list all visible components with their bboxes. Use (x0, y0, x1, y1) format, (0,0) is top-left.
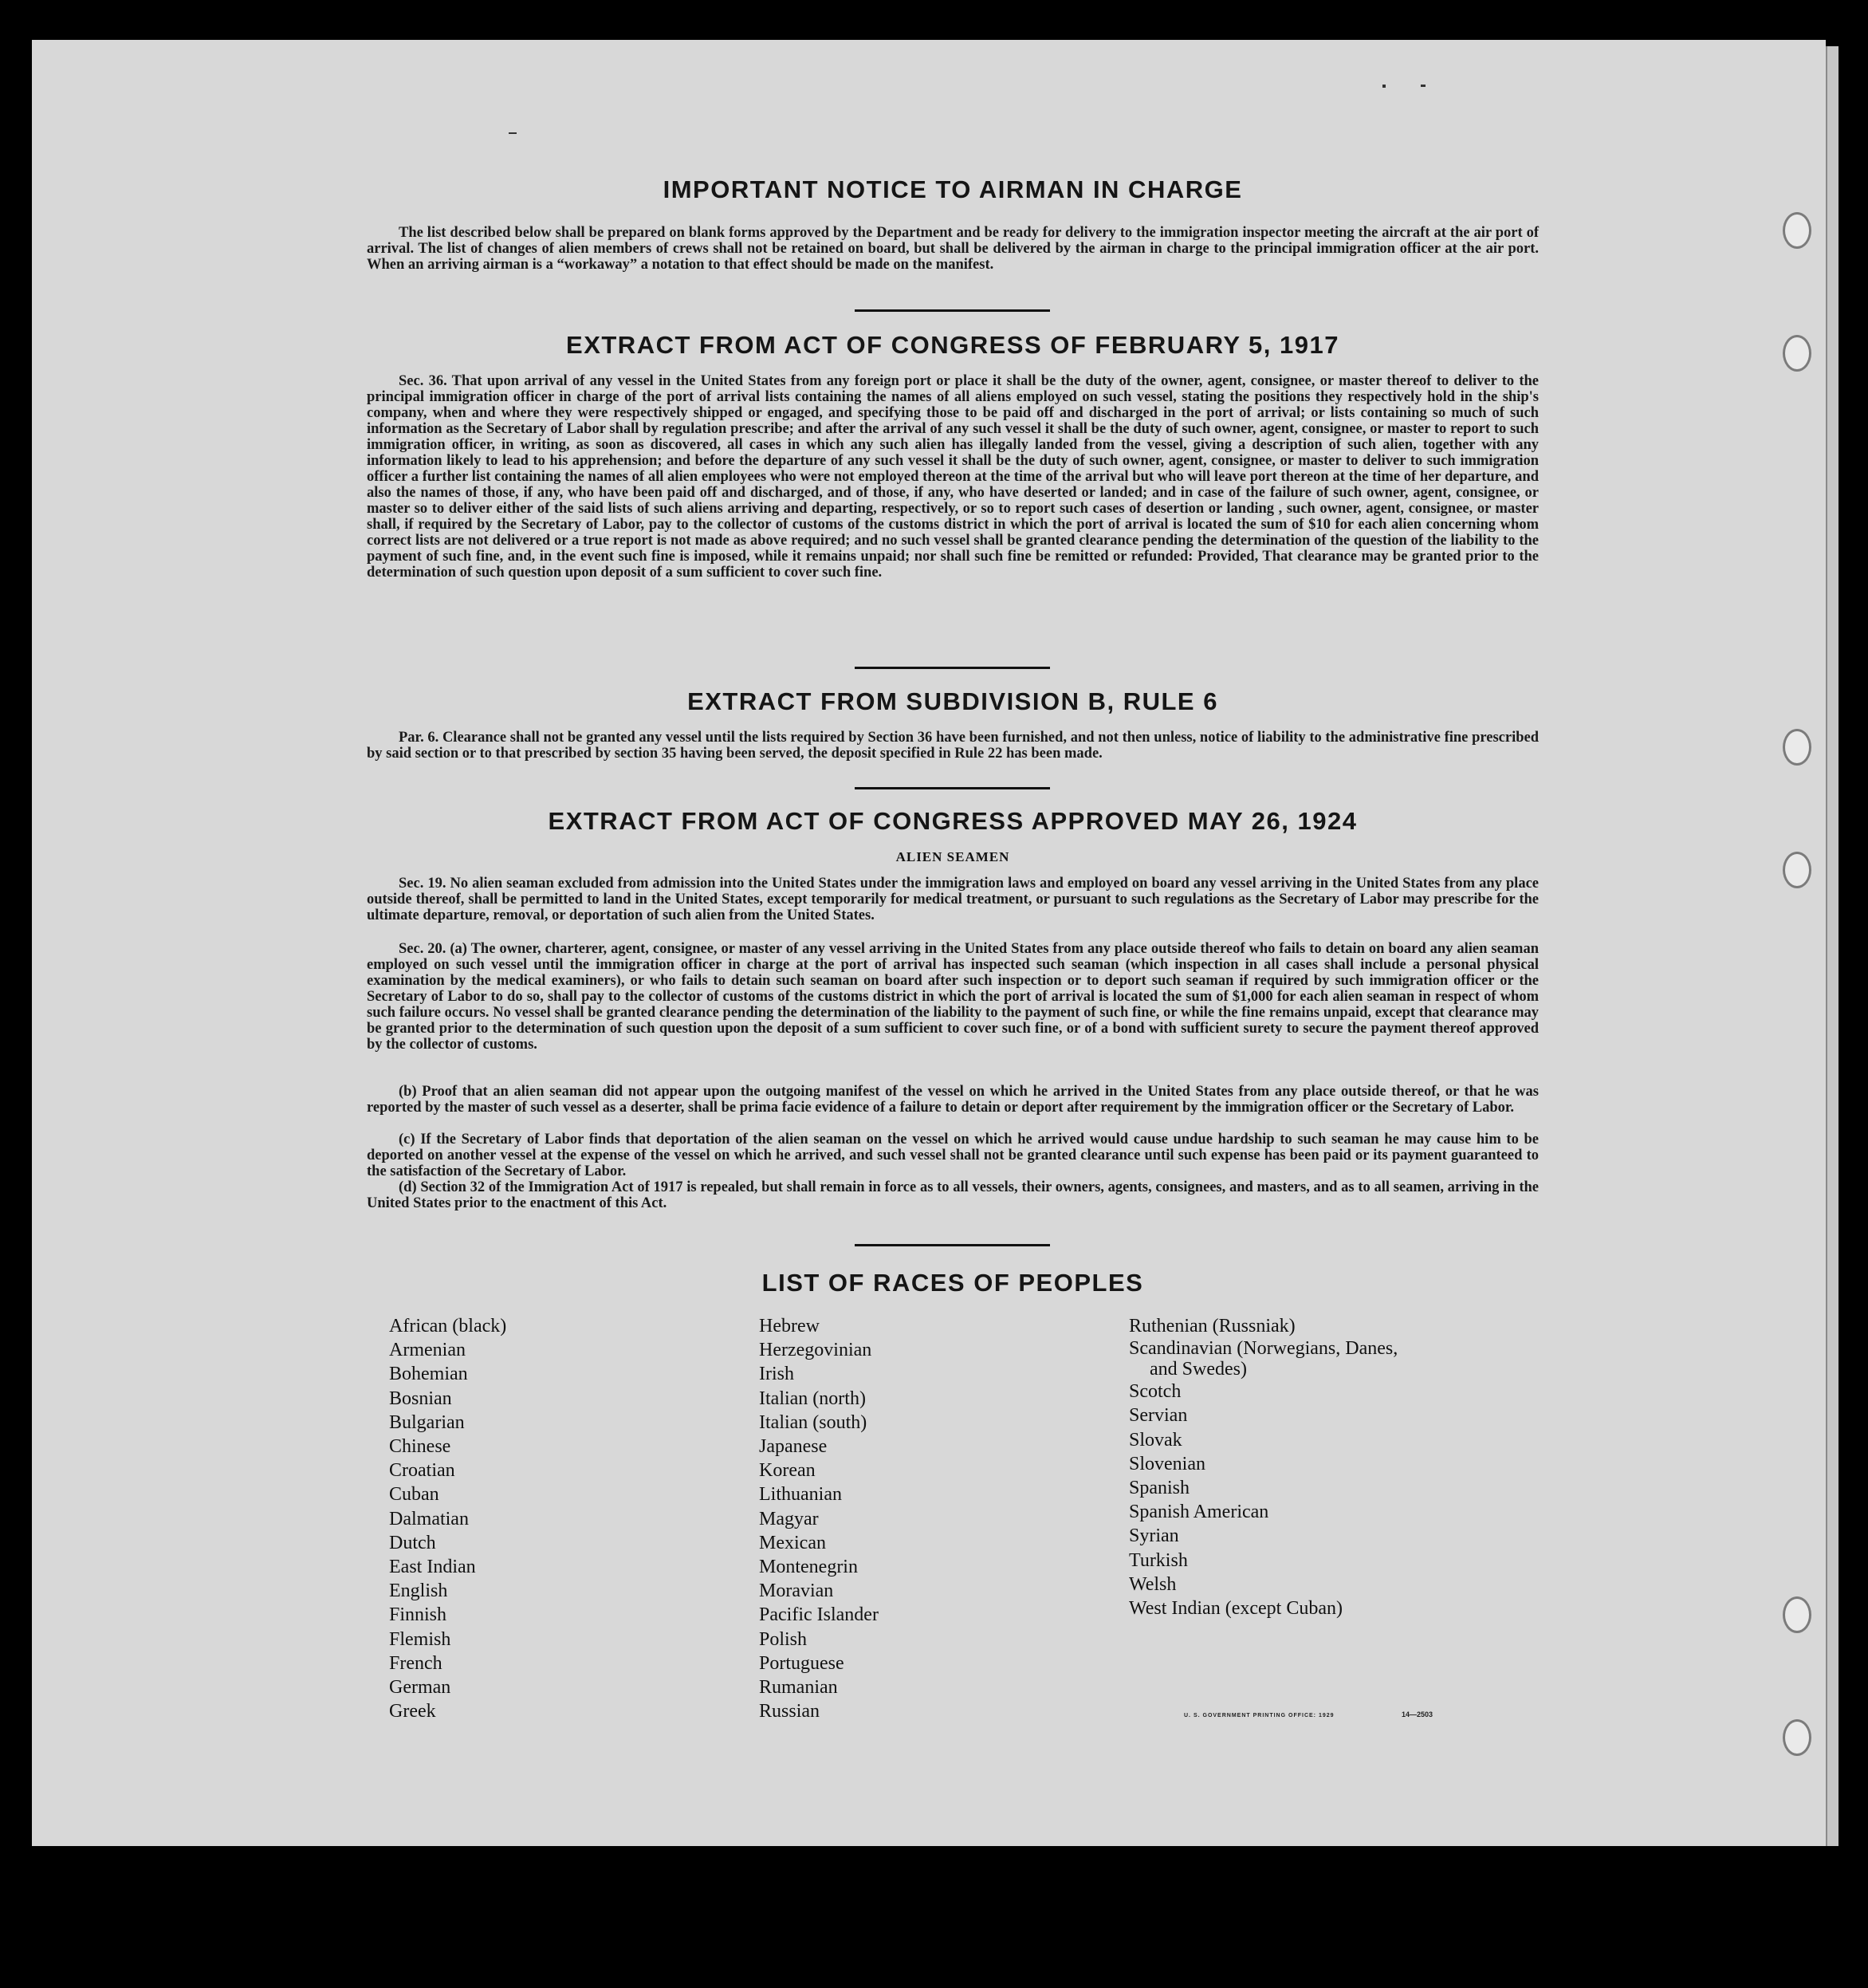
sec-20c-text: (c) If the Secretary of Labor finds that deportation of the alien seaman on the vessel on which he arrived would cause undue hardship to such seaman he may cause him to be deported on another vessel at the expense of the vessel on which he arrived, and such vessel shall not be granted clearance until such expense has been paid or its payment guaranteed to the satisfaction of the Secretary of Labor. (367, 1132, 1539, 1179)
race-item: Scotch (1129, 1381, 1182, 1403)
punch-hole (1783, 852, 1811, 888)
races-column-3 (1129, 1314, 1398, 1620)
race-item: Flemish (389, 1628, 451, 1650)
sec-20c-body (367, 1132, 1539, 1179)
stray-mark (1382, 85, 1386, 88)
race-item: Herzegovinian (759, 1340, 872, 1361)
sec-19-body (367, 876, 1539, 923)
race-item: Armenian (389, 1340, 466, 1361)
rule-6-text: Par. 6. Clearance shall not be granted any vessel until the lists required by Section 36 have been furnished, and not then unless, notice of liability to the administrative fine prescribed by said section or to that prescribed by section 35 having been served, the deposit specified in Rule 22 has been made. (367, 730, 1539, 762)
race-item: Cuban (389, 1484, 439, 1506)
race-item: Rumanian (759, 1677, 838, 1699)
sec-19-text: Sec. 19. No alien seaman excluded from admission into the United States under the immigration laws and employed on board any vessel arriving in the United States from any place outside thereof, shall be permitted to land in the United States, except temporarily for medical treatment, or pursuant to such regulations as the Secretary of Labor may prescribe for the ultimate departure, removal, or deportation of such alien from the United States. (367, 876, 1539, 923)
race-item: Portuguese (759, 1652, 844, 1674)
sec-20a-text: Sec. 20. (a) The owner, charterer, agent, consignee, or master of any vessel arriving in the United States from any place outside thereof who fails to detain on board any alien seaman employed on such vessel until the immigration officer in charge at the port of arrival has inspected such seaman (which inspection in all cases shall include a personal physical examination by the medical examiners), or who fails to detain such seaman on board after such inspection or to deport such seaman if required by such immigration officer or the Secretary of Labor to do so, shall pay to the collector of customs of the customs district in which the port of arrival is located the sum of $1,000 for each alien seaman in respect of whom such failure occurs. No vessel shall be granted clearance pending the determination of the liability to the payment of such fine, or while the fine remains unpaid, except that clearance may be granted prior to the determination of such question upon the deposit of a sum sufficient to cover such fine, or of a bond with sufficient surety to secure the payment thereof approved by the collector of customs. (367, 941, 1539, 1053)
race-item: Bulgarian (389, 1411, 465, 1433)
race-item: Spanish American (1129, 1502, 1269, 1523)
race-item: Montenegrin (759, 1557, 858, 1578)
printing-office-imprint: U. S. GOVERNMENT PRINTING OFFICE: 1929 (1184, 1713, 1335, 1718)
notice-body-text: The list described below shall be prepared on blank forms approved by the Department and be ready for delivery to the immigration inspector meeting the aircraft at the air port of arrival. The list of changes of alien members of crews shall not be retained on board, but shall be delivered by the airman in charge to the principal immigration officer at the air port. When an arriving airman is a “workaway” a notation to that effect should be made on the manifest. (367, 225, 1539, 273)
act-1917-body (367, 373, 1539, 581)
races-title: LIST OF RACES OF PEOPLES (761, 1269, 1144, 1297)
race-item: Spanish (1129, 1478, 1190, 1499)
race-item-scandinavian-line-1: Scandinavian (Norwegians, Danes, (1129, 1338, 1398, 1360)
race-item: Greek (389, 1701, 436, 1722)
notice-title: IMPORTANT NOTICE TO AIRMAN IN CHARGE (663, 175, 1243, 203)
punch-hole (1783, 212, 1811, 249)
race-item: Welsh (1129, 1573, 1177, 1595)
rule-6-title: EXTRACT FROM SUBDIVISION B, RULE 6 (687, 687, 1218, 715)
race-item: Finnish (389, 1604, 447, 1626)
punch-hole (1783, 729, 1811, 766)
race-item: Servian (1129, 1405, 1188, 1427)
race-item: Syrian (1129, 1525, 1179, 1547)
race-item: Slovak (1129, 1429, 1182, 1451)
race-item: Hebrew (759, 1316, 820, 1336)
sec-20d-text: (d) Section 32 of the Immigration Act of 1917 is repealed, but shall remain in force as to all vessels, their owners, agents, consignees, and masters, and as to all seamen, arriving in the United States prior to the enactment of this Act. (367, 1179, 1539, 1211)
race-item: Slovenian (1129, 1453, 1205, 1474)
race-item-scandinavian-line-2: and Swedes) (1150, 1359, 1247, 1380)
punch-hole (1783, 1719, 1811, 1756)
race-item: Bohemian (389, 1364, 468, 1385)
race-item: Dalmatian (389, 1508, 469, 1529)
race-item: West Indian (except Cuban) (1129, 1598, 1343, 1620)
stray-mark (509, 132, 517, 134)
act-1924-title: EXTRACT FROM ACT OF CONGRESS APPROVED MAY 26, 1924 (548, 807, 1358, 835)
sec-20a-body (367, 941, 1539, 1053)
race-item: Ruthenian (Russniak) (1129, 1316, 1296, 1336)
punch-hole (1783, 335, 1811, 372)
race-item: French (389, 1652, 442, 1674)
race-item: Japanese (759, 1436, 828, 1458)
punch-hole (1783, 1596, 1811, 1633)
section-divider (855, 667, 1050, 669)
page-edge (1826, 46, 1839, 1846)
race-item: Magyar (759, 1508, 819, 1529)
race-item: Mexican (759, 1532, 826, 1553)
sec-20b-text: (b) Proof that an alien seaman did not appear upon the outgoing manifest of the vessel on which he arrived in the United States from any place outside thereof, or that he was reported by the master of such vessel as a deserter, shall be prima facie evidence of a failure to detain or deport after requirement by the immigration officer or the Secretary of Labor. (367, 1084, 1539, 1116)
race-item: Lithuanian (759, 1484, 842, 1506)
race-item: Irish (759, 1364, 794, 1385)
race-item: Croatian (389, 1460, 455, 1482)
race-item: Italian (north) (759, 1388, 866, 1409)
race-item: Italian (south) (759, 1411, 867, 1433)
races-column-1 (389, 1314, 506, 1723)
document-page (32, 40, 1826, 1846)
race-item: Moravian (759, 1581, 834, 1602)
rule-6-body (367, 730, 1539, 762)
form-number: 14—2503 (1402, 1710, 1433, 1718)
sec-36-text: That upon arrival of any vessel in the United States from any foreign port or place it shall be the duty of the owner, agent, consignee, or master thereof to deliver to the principal immigration officer in charge of the port of arrival lists containing the names of all aliens employed on such vessel, stating the positions they respectively hold in the ship's company, when and where they were respectively shipped or engaged, and specifying those to be paid off and discharged in the port of arrival; or lists containing so much of such information as the Secretary of Labor shall by regulation prescribe; and after the arrival of any such vessel it shall be the duty of such owner, agent, consignee, or master to report to such immigration officer, in writing, as soon as discovered, all cases in which any such alien has illegally landed from the vessel, giving a description of such alien, together with any information likely to lead to his apprehension; and before the departure of any such vessel it shall be the duty of such owner, agent, consignee, or master to deliver to such immigration officer a further list containing the names of all alien employees who were not employed thereon at the time of the arrival but who will leave port thereon at the time of her departure, and also the names of those, if any, who have been paid off and discharged, and of those, if any, who have deserted or landed; and in case of the failure of such owner, agent, consignee, or master so to deliver either of the said lists of such aliens arriving and departing, respectively, or so to report such cases of desertion or landing , such owner, agent, consignee, or master shall, if required by the Secretary of Labor, pay to the collector of customs of the customs district in which the port of arrival is located the sum of $10 for each alien concerning whom correct lists are not delivered or a true report is not made as above required; and no such vessel shall be granted clearance pending the determination of the question of the liability to the payment of such fine, and, in the event such fine is imposed, while it remains unpaid; nor shall such fine be remitted or refunded: Provided, That clearance may be granted prior to the determination of such question upon deposit of a sum sufficient to cover such fine. (367, 373, 1539, 581)
act-1917-title: EXTRACT FROM ACT OF CONGRESS OF FEBRUARY 5, 1917 (566, 331, 1339, 359)
sec-36-label: Sec. 36. (399, 373, 447, 389)
race-item: German (389, 1677, 451, 1699)
race-item: English (389, 1581, 448, 1602)
notice-body (367, 225, 1539, 273)
sec-20d-body (367, 1179, 1539, 1211)
race-item: Pacific Islander (759, 1604, 879, 1626)
race-item: Bosnian (389, 1388, 452, 1409)
sec-20b-body (367, 1084, 1539, 1116)
race-item: East Indian (389, 1557, 476, 1578)
section-divider (855, 1244, 1050, 1246)
alien-seamen-subtitle: ALIEN SEAMEN (895, 849, 1010, 864)
race-item: Chinese (389, 1436, 451, 1458)
race-item: Polish (759, 1628, 808, 1650)
races-column-2 (759, 1314, 879, 1723)
race-item: African (black) (389, 1316, 507, 1336)
race-item: Dutch (389, 1532, 436, 1553)
section-divider (855, 787, 1050, 789)
race-item-scandinavian (1129, 1338, 1398, 1380)
stray-mark (1421, 85, 1426, 87)
race-item: Korean (759, 1460, 816, 1482)
race-item: Turkish (1129, 1549, 1188, 1571)
section-divider (855, 309, 1050, 312)
race-item: Russian (759, 1701, 820, 1722)
